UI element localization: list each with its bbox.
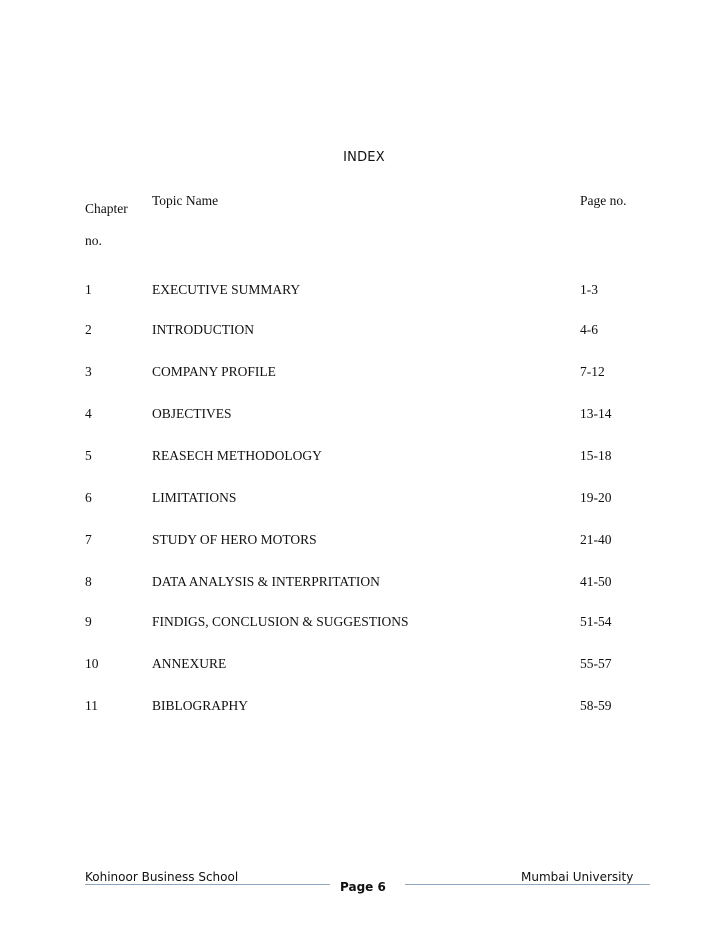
row-chapter: 8: [85, 574, 92, 589]
row-topic: COMPANY PROFILE: [152, 364, 276, 379]
row-chapter: 5: [85, 448, 92, 463]
row-topic: LIMITATIONS: [152, 490, 237, 505]
index-title: INDEX: [343, 150, 385, 165]
row-topic: ANNEXURE: [152, 656, 227, 671]
row-chapter: 2: [85, 322, 92, 337]
row-chapter: 1: [85, 282, 92, 297]
row-pages: 58-59: [580, 698, 612, 713]
row-pages: 7-12: [580, 364, 605, 379]
row-pages: 15-18: [580, 448, 612, 463]
row-chapter: 3: [85, 364, 92, 379]
row-pages: 41-50: [580, 574, 612, 589]
row-pages: 51-54: [580, 614, 612, 629]
row-pages: 1-3: [580, 282, 598, 297]
row-chapter: 7: [85, 532, 92, 547]
row-chapter: 9: [85, 614, 92, 629]
header-topic: Topic Name: [152, 193, 219, 208]
header-chapter: Chapter no.: [85, 201, 128, 248]
row-chapter: 4: [85, 406, 92, 421]
row-topic: STUDY OF HERO MOTORS: [152, 532, 317, 547]
row-pages: 21-40: [580, 532, 612, 547]
row-topic: BIBLOGRAPHY: [152, 698, 249, 713]
footer-rule-right: [405, 884, 650, 885]
row-chapter: 10: [85, 656, 99, 671]
footer-rule-left: [85, 884, 330, 885]
row-topic: FINDIGS, CONCLUSION & SUGGESTIONS: [152, 614, 409, 629]
row-topic: DATA ANALYSIS & INTERPRITATION: [152, 574, 380, 589]
footer-school: Kohinoor Business School: [85, 870, 239, 884]
footer-university: Mumbai University: [521, 870, 634, 884]
row-pages: 13-14: [580, 406, 612, 421]
row-topic: INTRODUCTION: [152, 322, 254, 337]
row-topic: OBJECTIVES: [152, 406, 232, 421]
row-topic: EXECUTIVE SUMMARY: [152, 282, 301, 297]
row-pages: 19-20: [580, 490, 612, 505]
row-chapter: 11: [85, 698, 98, 713]
row-topic: REASECH METHODOLOGY: [152, 448, 322, 463]
row-pages: 4-6: [580, 322, 598, 337]
row-pages: 55-57: [580, 656, 612, 671]
footer-page-number: Page 6: [340, 880, 386, 894]
header-page: Page no.: [580, 193, 627, 208]
row-chapter: 6: [85, 490, 92, 505]
